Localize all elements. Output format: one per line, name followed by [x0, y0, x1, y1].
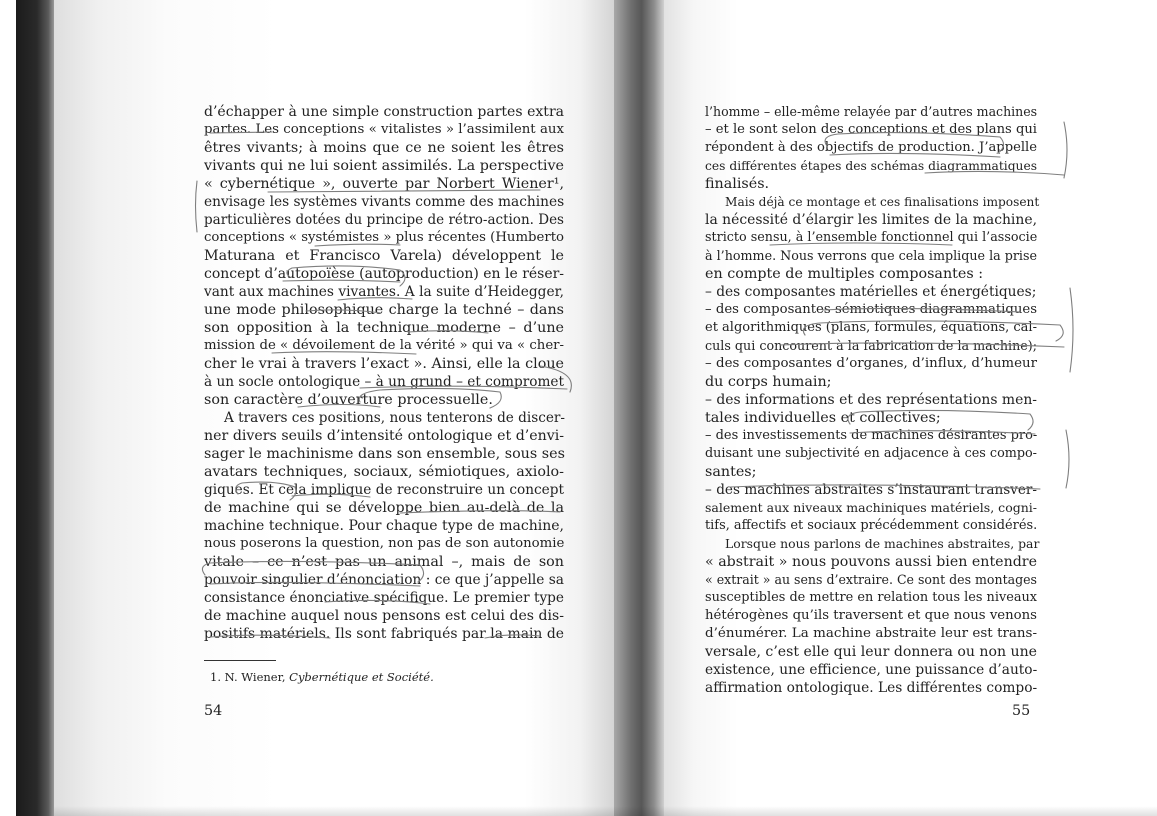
- text-line: vitale – ce n’est pas un animal –, mais de son: [204, 554, 564, 570]
- text-line: – des composantes d’organes, d’influx, d’humeur: [705, 356, 1037, 371]
- text-line: êtres vivants; à moins que ce ne soient les êtres: [204, 140, 564, 156]
- text-line: cher le vrai à travers l’exact ». Ainsi, elle la cloue: [204, 356, 564, 372]
- text-line: d’énumérer. La machine abstraite leur est trans-: [705, 626, 1037, 641]
- text-line: avatars techniques, sociaux, sémiotiques, axiolo-: [204, 464, 564, 480]
- text-line: à un socle ontologique – à un grund – et compromet: [204, 374, 564, 390]
- text-line: – des informations et des représentations men-: [705, 392, 1037, 408]
- book-gutter: [614, 0, 664, 816]
- text-line: ner divers seuils d’intensité ontologique et d’envi-: [204, 428, 564, 444]
- text-line: culs qui concourent à la fabrication de la machine);: [705, 338, 1037, 353]
- text-line: salement aux niveaux machiniques matériels, cogni-: [705, 500, 1038, 515]
- footnote-title: Cybernétique et Société.: [289, 670, 434, 684]
- left-page-text: [204, 103, 564, 643]
- text-line: A travers ces positions, nous tenterons de discer-: [224, 410, 565, 426]
- text-line: – des investissements de machines désirantes pro-: [705, 428, 1038, 443]
- text-line: susceptibles de mettre en relation tous les niveaux: [705, 590, 1038, 605]
- text-line: tifs, affectifs et sociaux précédemment considérés.: [705, 518, 1038, 533]
- text-line: conceptions « systémistes » plus récentes (Humberto: [204, 230, 565, 245]
- text-line: giques. Et cela implique de reconstruire un concept: [204, 482, 564, 498]
- page-number-right: 55: [1012, 703, 1031, 719]
- text-line: positifs matériels. Ils sont fabriqués par la main de: [204, 626, 564, 642]
- text-line: Maturana et Francisco Varela) développent le: [204, 248, 564, 264]
- right-page-text: [705, 103, 1040, 697]
- text-line: duisant une subjectivité en adjacence à ces compo-: [705, 446, 1037, 461]
- footnote-number: 1.: [210, 670, 221, 684]
- text-line: à l’homme. Nous verrons que cela implique la prise: [705, 248, 1037, 263]
- text-line: la nécessité d’élargir les limites de la machine,: [705, 212, 1037, 228]
- text-line: une mode philosophique charge la techné – dans: [204, 302, 564, 318]
- text-line: vant aux machines vivantes. A la suite d’Heidegger,: [204, 284, 564, 300]
- scan-margin: [0, 0, 16, 816]
- text-line: « extrait » au sens d’extraire. Ce sont des montages: [705, 572, 1037, 587]
- text-line: envisage les systèmes vivants comme des machines: [204, 194, 565, 210]
- text-line: d’échapper à une simple construction partes extra: [204, 104, 564, 120]
- text-line: particulières dotées du principe de rétro-action. Des: [204, 212, 564, 228]
- text-line: – et le sont selon des conceptions et des plans qui: [705, 122, 1037, 137]
- text-line: pouvoir singulier d’énonciation : ce que j’appelle sa: [204, 572, 564, 588]
- text-line: « abstrait » nous pouvons aussi bien entendre: [705, 554, 1038, 570]
- text-line: – des composantes sémiotiques diagrammatiques: [705, 302, 1037, 317]
- text-line: en compte de multiples composantes :: [705, 266, 984, 282]
- text-line: – des composantes matérielles et énergétiques;: [705, 284, 1037, 300]
- text-line: répondent à des objectifs de production. J’appelle: [705, 140, 1037, 155]
- book-cover-edge: [16, 0, 54, 816]
- text-line: ces différentes étapes des schémas diagrammatiques: [705, 159, 1037, 173]
- text-line: concept d’autopoïèse (autoproduction) en le réser-: [204, 266, 565, 282]
- text-line: hétérogènes qu’ils traversent et que nous venons: [705, 608, 1037, 623]
- text-line: son opposition à la technique moderne – d’une: [204, 320, 564, 336]
- footnote-rule: [204, 660, 276, 661]
- text-line: partes. Les conceptions « vitalistes » l’assimilent aux: [204, 122, 564, 137]
- footnote-author: N. Wiener,: [224, 670, 286, 684]
- text-line: mission de « dévoilement de la vérité » qui va « cher-: [204, 338, 564, 353]
- text-line: tales individuelles et collectives;: [705, 410, 941, 426]
- text-line: – des machines abstraites s’instaurant transver-: [705, 482, 1037, 498]
- text-line: Mais déjà ce montage et ces finalisations imposent: [725, 195, 1040, 209]
- text-line: stricto sensu, à l’ensemble fonctionnel qui l’associe: [705, 230, 1038, 245]
- text-line: son caractère d’ouverture processuelle.: [204, 392, 493, 408]
- text-line: l’homme – elle-même relayée par d’autres machines: [705, 104, 1038, 119]
- text-line: de machine qui se développe bien au-delà de la: [204, 500, 564, 516]
- text-line: et algorithmiques (plans, formules, équations, cal-: [705, 320, 1037, 335]
- text-line: vivants qui ne lui soient assimilés. La perspective: [204, 158, 564, 174]
- text-line: Lorsque nous parlons de machines abstraites, par: [725, 536, 1040, 551]
- text-line: de machine auquel nous pensons est celui des dis-: [204, 608, 564, 624]
- text-line: du corps humain;: [705, 374, 832, 390]
- text-line: sager le machinisme dans son ensemble, sous ses: [204, 446, 565, 462]
- text-line: nous poserons la question, non pas de son autonomie: [204, 536, 565, 551]
- text-line: versale, c’est elle qui leur donnera ou non une: [705, 644, 1037, 660]
- page-number-left: 54: [204, 703, 223, 719]
- text-line: machine technique. Pour chaque type de machine,: [204, 518, 564, 534]
- text-line: finalisés.: [705, 176, 770, 192]
- footnote: [210, 670, 434, 684]
- page-bottom-shadow: [54, 806, 1157, 816]
- text-line: « cybernétique », ouverte par Norbert Wiener¹,: [204, 176, 564, 192]
- text-line: affirmation ontologique. Les différentes compo-: [705, 680, 1038, 696]
- text-line: existence, une efficience, une puissance d’auto-: [705, 662, 1038, 678]
- text-line: consistance énonciative spécifique. Le premier type: [204, 590, 564, 606]
- text-line: santes;: [705, 464, 757, 480]
